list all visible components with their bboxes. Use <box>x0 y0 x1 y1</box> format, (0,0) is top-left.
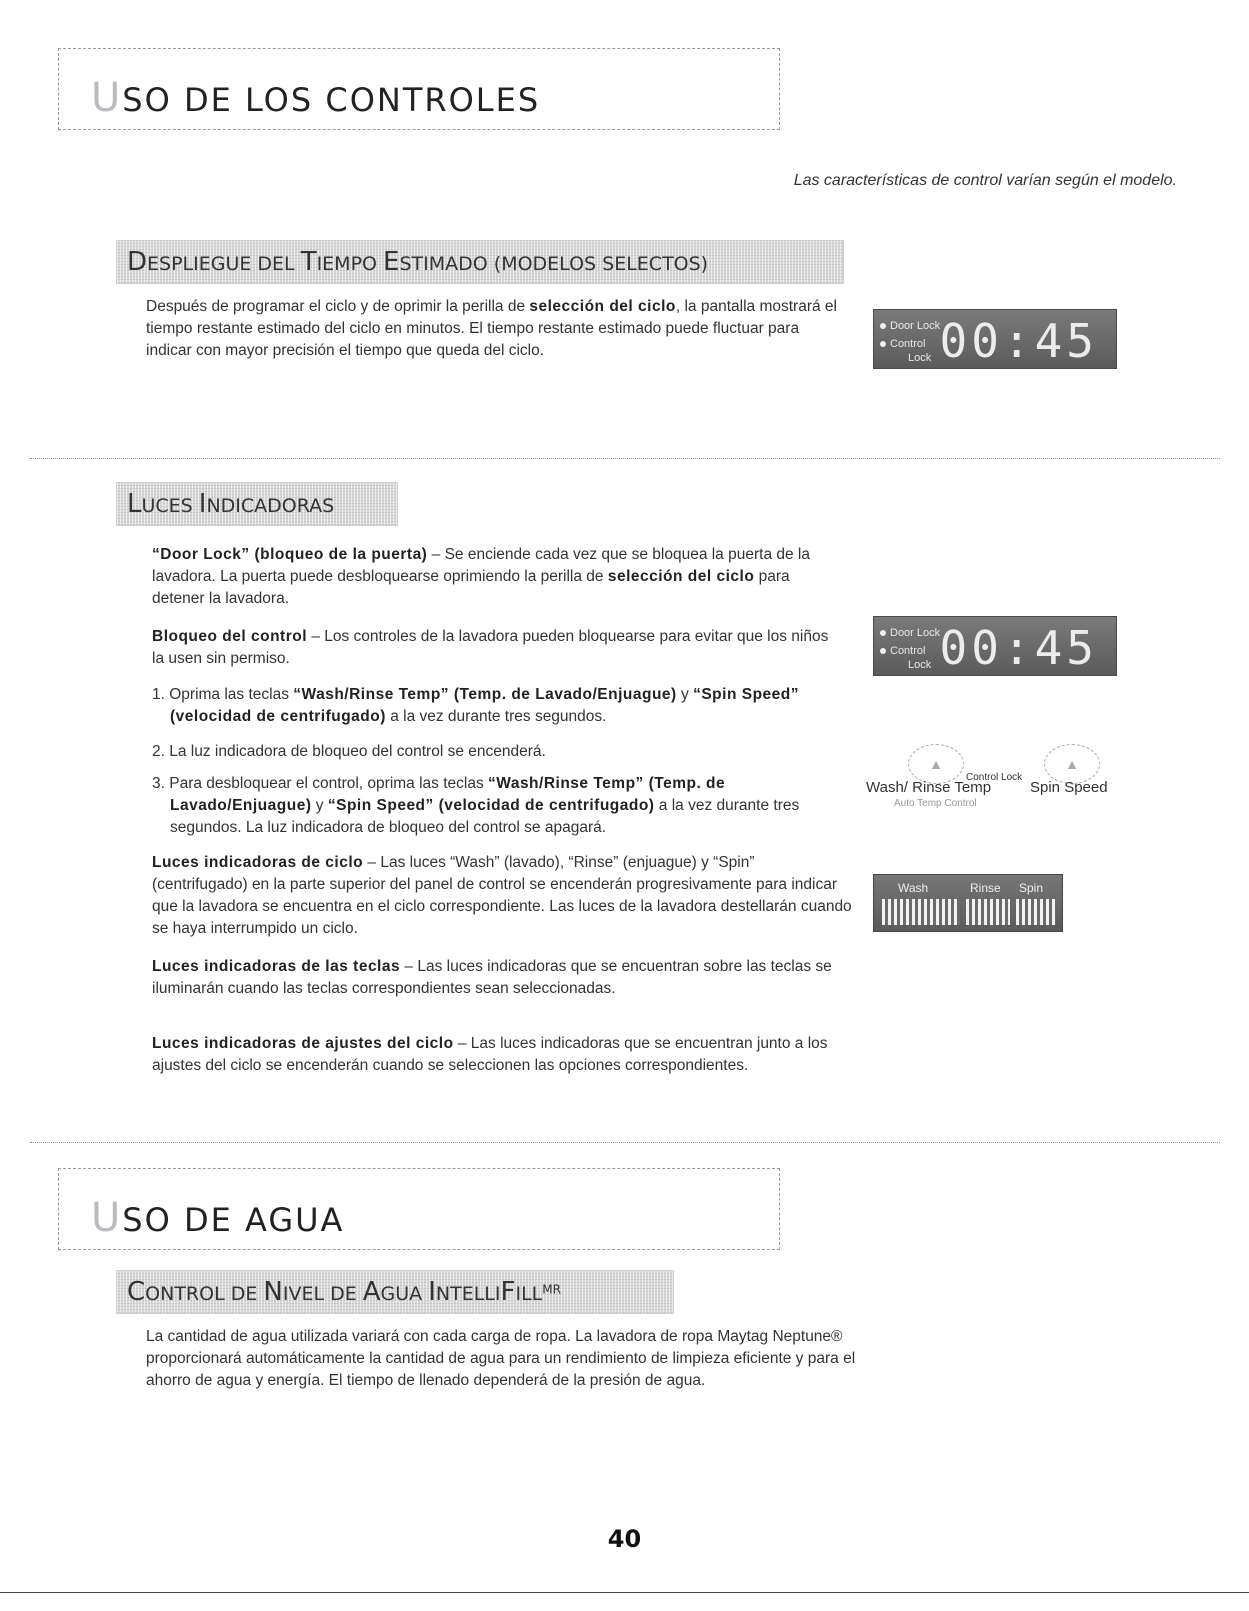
bottom-rule <box>0 1592 1249 1593</box>
section-title-water: USO DE AGUA <box>91 1195 345 1241</box>
cycle-rinse-label: Rinse <box>970 881 1001 895</box>
step-1: 1. Oprima las teclas “Wash/Rinse Temp” (Temp. de Lavado/Enjuague) y “Spin Speed” (velocidad de centrifugado) a la vez durante tres segundos. <box>152 686 799 725</box>
lcd-display-2 <box>873 616 1117 676</box>
lcd-lock-label: Lock <box>908 659 932 671</box>
control-lock-paragraph: Bloqueo del control – Los controles de la lavadora pueden bloquearse para evitar que los niños la usen sin permiso. <box>152 628 829 667</box>
divider <box>30 1142 1220 1143</box>
lcd-time: 00:45 <box>939 314 1098 368</box>
section-title-controls: USO DE LOS CONTROLES <box>91 75 541 121</box>
model-note: Las características de control varían según el modelo. <box>793 172 1177 189</box>
cycle-wash-light <box>882 899 960 925</box>
indicator-dot-icon <box>880 630 886 636</box>
arrow-up-icon: ▲ <box>929 756 943 772</box>
spin-speed-caption: Spin Speed <box>1030 779 1108 796</box>
lcd-lock-label: Lock <box>908 352 932 364</box>
auto-temp-caption: Auto Temp Control <box>894 798 977 809</box>
indicator-dot-icon <box>880 323 886 329</box>
display-paragraph: Después de programar el ciclo y de oprimir la perilla de selección del ciclo, la pantalla mostrará el tiempo restante estimado del ciclo en minutos. El tiempo restante estimado puede fluctuar para indicar con mayor precisión el tiempo que queda del ciclo. <box>146 298 837 359</box>
door-lock-paragraph: “Door Lock” (bloqueo de la puerta) – Se enciende cada vez que se bloquea la puerta de la lavadora. La puerta puede desbloquearse oprimiendo la perilla de selección del ciclo para detener la lavadora. <box>152 546 810 607</box>
step-2: 2. La luz indicadora de bloqueo del control se encenderá. <box>152 743 546 760</box>
arrow-up-icon: ▲ <box>1065 756 1079 772</box>
key-lights-paragraph: Luces indicadoras de las teclas – Las luces indicadoras que se encuentran sobre las teclas se iluminarán cuando las teclas correspondientes sean seleccionadas. <box>152 958 832 997</box>
page-number: 40 <box>607 1525 642 1553</box>
lcd-display-1 <box>873 309 1117 369</box>
wash-rinse-temp-caption: Wash/ Rinse Temp <box>866 779 992 796</box>
cycle-wash-label: Wash <box>898 881 929 895</box>
spin-speed-button <box>1044 744 1100 784</box>
indicator-dot-icon <box>880 648 886 654</box>
cycle-spin-label: Spin <box>1019 881 1044 895</box>
lcd-door-lock-label: Door Lock <box>880 627 940 639</box>
banner-estimated-time: DESPLIEGUE DEL TIEMPO ESTIMADO (MODELOS SELECTOS) <box>116 240 844 284</box>
section-title-box-controls <box>58 48 780 130</box>
cycle-rinse-light <box>966 899 1010 925</box>
control-lock-label: Control Lock <box>966 772 1023 783</box>
cycle-lights-panel <box>873 874 1063 932</box>
lcd-time: 00:45 <box>939 621 1098 675</box>
wash-rinse-temp-button <box>908 744 964 784</box>
cycle-lights-paragraph: Luces indicadoras de ciclo – Las luces “Wash” (lavado), “Rinse” (enjuague) y “Spin” (centrifugado) en la parte superior del panel de control se encenderán progresivamente para indicar que la lavadora se encuentra en el ciclo correspondiente. Las luces de la lavadora destellarán cuando se haya interrumpido un ciclo. <box>152 854 852 937</box>
lcd-door-lock-label: Door Lock <box>880 320 940 332</box>
banner-indicator-lights: LUCES INDICADORAS <box>116 482 398 526</box>
settings-lights-paragraph: Luces indicadoras de ajustes del ciclo – Las luces indicadoras que se encuentran junto a los ajustes del ciclo se encenderán cuando se seleccionen las opciones correspondientes. <box>152 1035 828 1074</box>
cycle-spin-light <box>1016 899 1056 925</box>
divider <box>30 458 1220 459</box>
lcd-control-label: Control <box>880 338 925 350</box>
banner-water-level: CONTROL DE NIVEL DE AGUA $INTELLIFILL^{MR}$ <box>116 1270 674 1314</box>
section-title-box-water <box>58 1168 780 1250</box>
water-paragraph: La cantidad de agua utilizada variará con cada carga de ropa. La lavadora de ropa Maytag Neptune® proporcionará automáticamente la cantidad de agua para un rendimiento de limpieza eficiente y para el ahorro de agua y energía. El tiempo de llenado dependerá de la presión de agua. <box>146 1328 856 1389</box>
indicator-dot-icon <box>880 341 886 347</box>
lcd-control-label: Control <box>880 645 925 657</box>
step-3: 3. Para desbloquear el control, oprima las teclas “Wash/Rinse Temp” (Temp. de Lavado/Enjuague) y “Spin Speed” (velocidad de centrifugado) a la vez durante tres segundos. La luz indicadora de bloqueo del control se apagará. <box>152 775 800 836</box>
